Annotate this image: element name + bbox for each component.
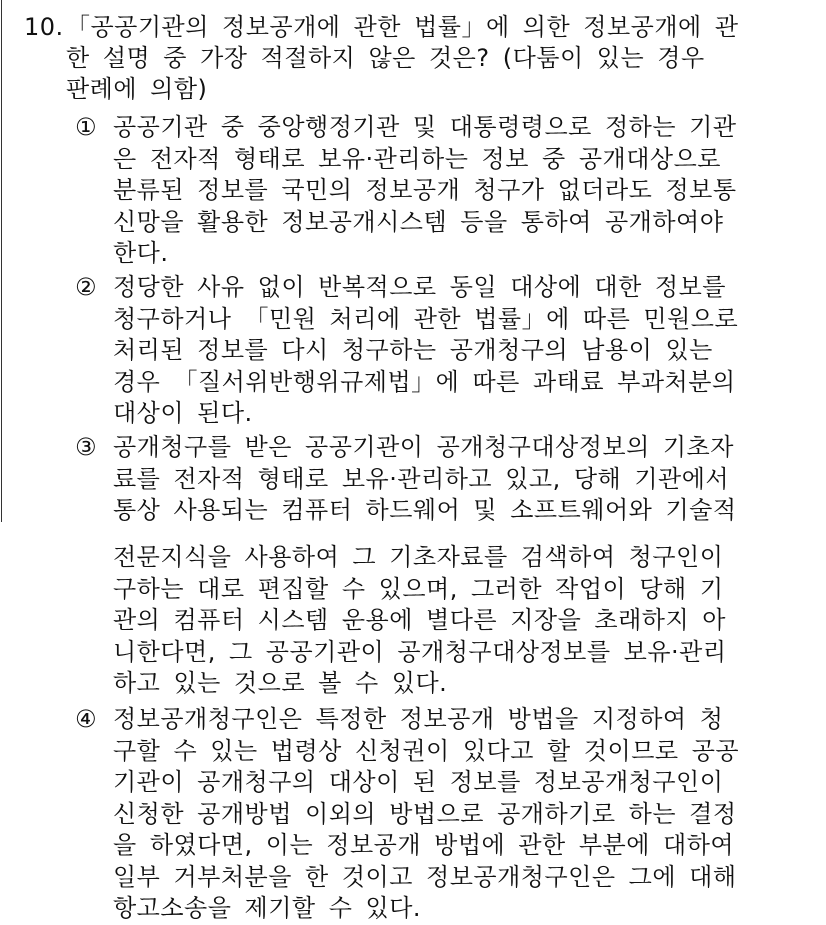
option-text	[75, 704, 765, 925]
left-column-rule	[1, 0, 2, 522]
option-line: 대상이 된다.	[113, 399, 253, 427]
option-marker-3: ③	[75, 433, 98, 461]
option-line: 분류된 정보를 국민의 정보공개 청구가 없더라도 정보통	[113, 176, 737, 204]
option-3[interactable]	[75, 432, 765, 527]
option-line: 항고소송을 제기할 수 있다.	[113, 894, 422, 922]
option-line: 한다.	[113, 239, 169, 267]
option-line: 료를 전자적 형태로 보유·관리하고 있고, 당해 기관에서	[113, 464, 730, 493]
question-line: 한 설명 중 가장 적절하지 않은 것은? (다툼이 있는 경우	[66, 44, 705, 72]
option-line: 신청한 공개방법 이외의 방법으로 공개하기로 하는 결정	[113, 799, 737, 828]
option-line: 니한다면, 그 공공기관이 공개청구대상정보를 보유·관리	[113, 637, 727, 666]
option-line: 일부 거부처분을 한 것이고 정보공개청구인은 그에 대해	[113, 862, 737, 891]
option-line: 구할 수 있는 법령상 신청권이 있다고 할 것이므로 공공	[113, 736, 740, 765]
option-line: 정보공개청구인은 특정한 정보공개 방법을 지정하여 청	[113, 705, 724, 733]
option-line: 신망을 활용한 정보공개시스템 등을 통하여 공개하여야	[113, 207, 724, 236]
option-line: 은 전자적 형태로 보유·관리하는 정보 중 공개대상으로	[113, 144, 721, 173]
question-number: 10.	[24, 13, 64, 41]
option-line: 관의 컴퓨터 시스템 운용에 별다른 지장을 초래하지 아	[113, 606, 726, 634]
option-line: 처리된 정보를 다시 청구하는 공개청구의 남용이 있는	[113, 336, 713, 364]
option-line: 하고 있는 것으로 볼 수 있다.	[113, 669, 448, 697]
option-text	[75, 272, 765, 430]
option-line: 공공기관 중 중앙행정기관 및 대통령령으로 정하는 기관	[113, 113, 737, 141]
option-1[interactable]	[75, 112, 765, 270]
option-line: 을 하였다면, 이는 정보공개 방법에 관한 부분에 대하여	[113, 831, 735, 859]
option-text	[75, 432, 765, 527]
option-text	[75, 542, 765, 700]
option-line: 기관이 공개청구의 대상이 된 정보를 정보공개청구인이	[113, 768, 724, 796]
option-3-continued[interactable]	[75, 542, 765, 700]
option-line: 통상 사용되는 컴퓨터 하드웨어 및 소프트웨어와 기술적	[113, 496, 737, 524]
option-line: 청구하거나 「민원 처리에 관한 법률」에 따른 민원으로	[113, 304, 739, 333]
option-marker-1: ①	[75, 113, 98, 141]
option-line: 구하는 대로 편집할 수 있으며, 그러한 작업이 당해 기	[113, 574, 724, 603]
option-text	[75, 112, 765, 270]
option-line: 정당한 사유 없이 반복적으로 동일 대상에 대한 정보를	[113, 273, 726, 301]
question-line: 「공공기관의 정보공개에 관한 법률」에 의한 정보공개에 관	[66, 13, 739, 41]
option-line: 경우 「질서위반행위규제법」에 따른 과태료 부과처분의	[113, 367, 736, 396]
option-line: 전문지식을 사용하여 그 기초자료를 검색하여 청구인이	[113, 543, 724, 571]
option-line: 공개청구를 받은 공공기관이 공개청구대상정보의 기초자	[113, 433, 734, 461]
option-4[interactable]	[75, 704, 765, 925]
option-marker-4: ④	[75, 705, 98, 733]
option-marker-2: ②	[75, 273, 98, 301]
question-stem	[24, 12, 764, 105]
question-line: 판례에 의함)	[66, 75, 208, 103]
option-2[interactable]	[75, 272, 765, 430]
question-10	[24, 12, 764, 105]
